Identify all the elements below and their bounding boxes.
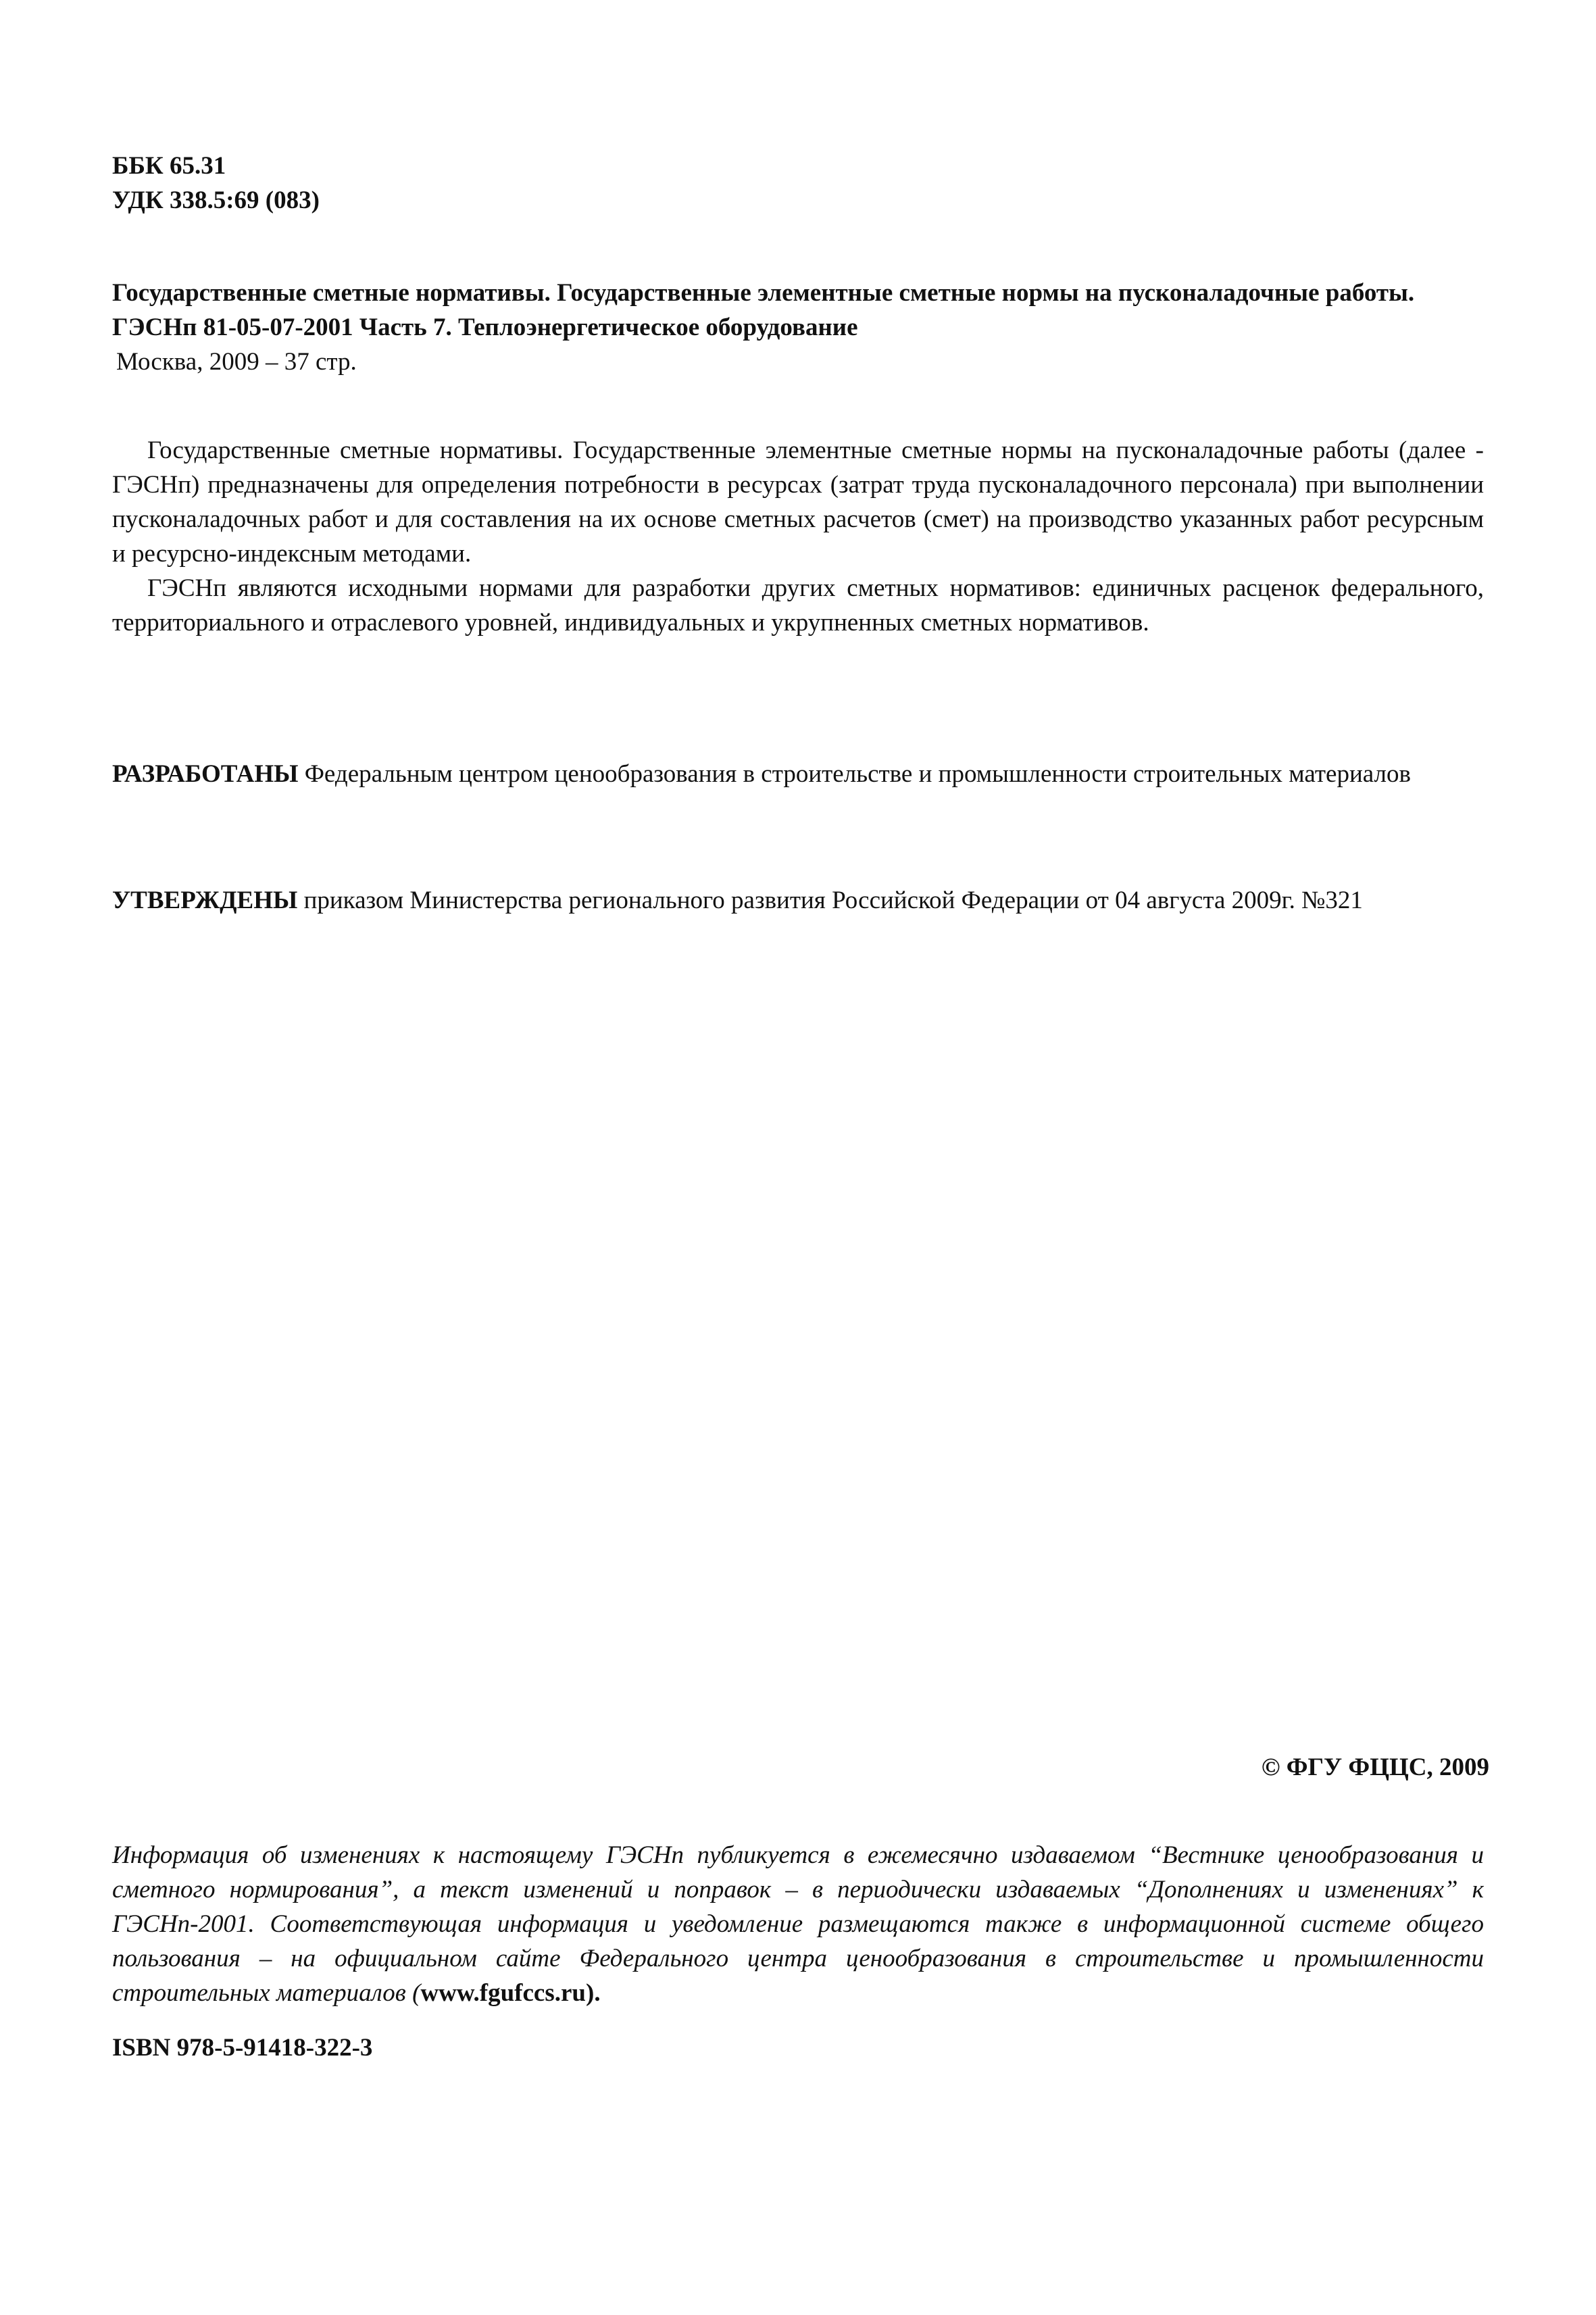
annotation bbox=[112, 433, 1484, 640]
approved-text: приказом Министерства регионального развития Российской Федерации от 04 августа 2009г. №321 bbox=[303, 887, 1363, 914]
developed-text: Федеральным центром ценообразования в строительстве и промышленности строительных материалов bbox=[304, 760, 1411, 788]
notice-tail: ). bbox=[586, 1979, 601, 2007]
bbk-code: ББК 65.31 bbox=[112, 152, 226, 180]
document-title: Государственные сметные нормативы. Государственные элементные сметные нормы на пусконаладочные работы. bbox=[112, 279, 1415, 307]
approved-label: УТВЕРЖДЕНЫ bbox=[112, 887, 298, 914]
developed-label: РАЗРАБОТАНЫ bbox=[112, 760, 299, 788]
annotation-paragraph-2: ГЭСНп являются исходными нормами для разработки других сметных нормативов: единичных расценок федерального, территориального и отраслевого уровней, индивидуальных и укрупненных сметных нормативов. bbox=[112, 574, 1484, 637]
udk-code: УДК 338.5:69 (083) bbox=[112, 186, 320, 214]
changes-notice bbox=[112, 1838, 1484, 2010]
notice-text: Информация об изменениях к настоящему ГЭСНп публикуется в ежемесячно издаваемом “Вестнике ценообразования и сметного нормирования”, а текст изменений и поправок – в периодически издаваемых “Дополнениях и изменениях” к ГЭСНп-2001. Соответствующая информация и уведомление размещаются также в информационной системе общего пользования – на официальном сайте Федерального центра ценообразования в строительстве и промышленности строительных материалов ( bbox=[112, 1841, 1484, 2007]
code-part-title: ГЭСНп 81-05-07-2001 Часть 7. Теплоэнергетическое оборудование bbox=[112, 314, 858, 341]
classification-codes bbox=[112, 149, 1484, 218]
approved-by bbox=[112, 883, 1484, 918]
developed-by bbox=[112, 757, 1484, 791]
copyright: © ФГУ ФЦЦС, 2009 bbox=[1261, 1753, 1489, 1781]
isbn: ISBN 978-5-91418-322-3 bbox=[112, 2034, 373, 2062]
annotation-paragraph-1: Государственные сметные нормативы. Государственные элементные сметные нормы на пусконаладочные работы (далее - ГЭСНп) предназначены для определения потребности в ресурсах (затрат труда пусконаладочного персонала) при выполнении пусконаладочных работ и для составления на их основе сметных расчетов (смет) на производство указанных работ ресурсным и ресурсно-индексным методами. bbox=[112, 437, 1484, 568]
publication-info: Москва, 2009 – 37 стр. bbox=[116, 348, 357, 376]
title-block bbox=[112, 276, 1484, 379]
website-link[interactable]: www.fgufccs.ru bbox=[420, 1979, 586, 2007]
